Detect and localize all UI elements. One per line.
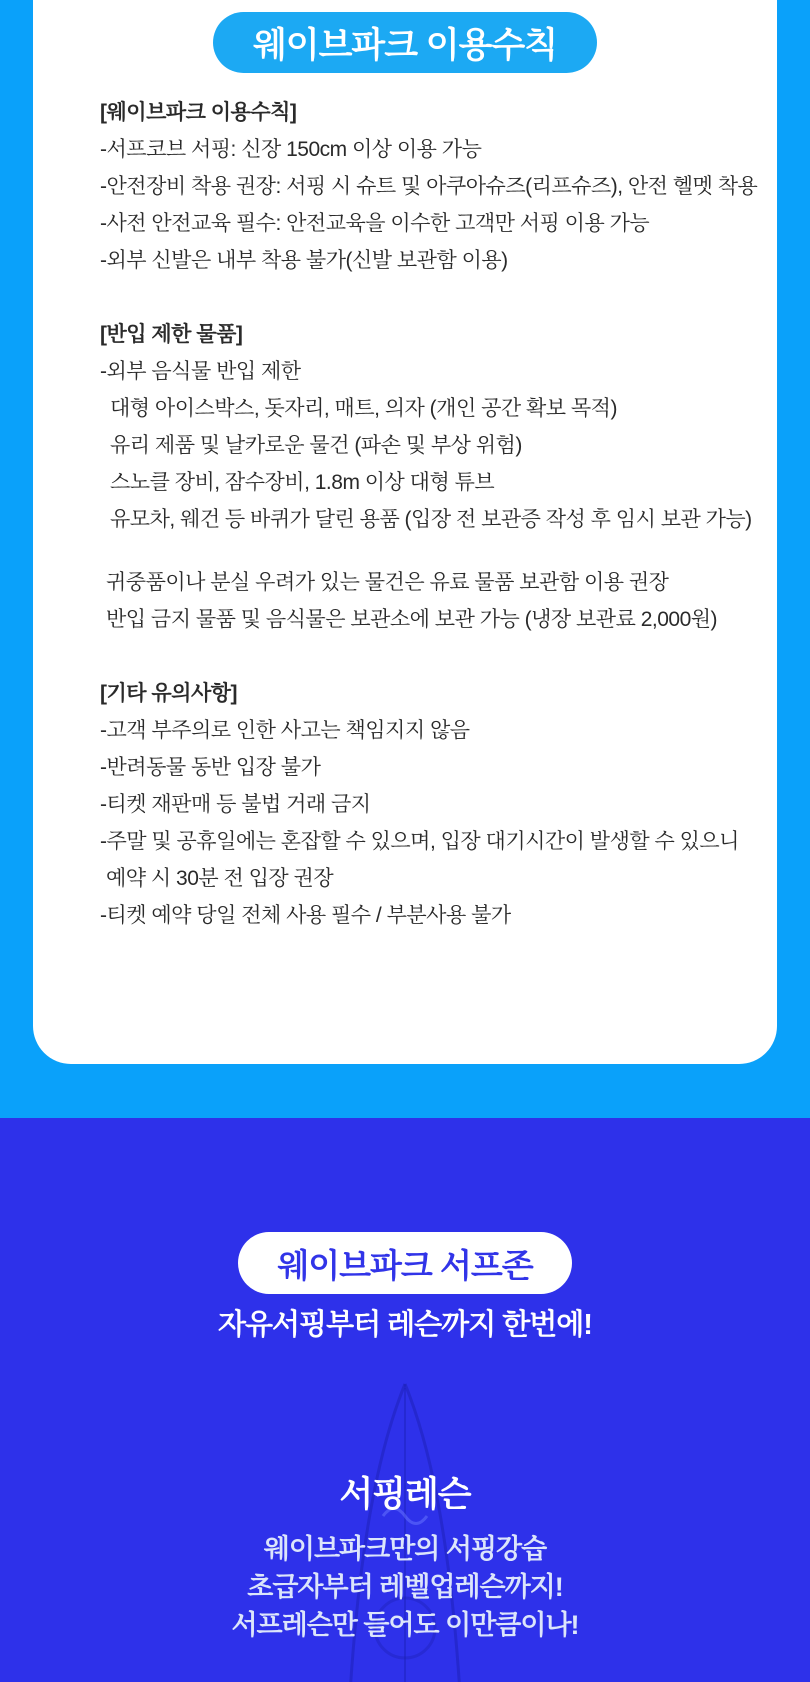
rule-line: 귀중품이나 분실 우려가 있는 물건은 유료 물품 보관함 이용 권장 xyxy=(106,571,669,594)
surfzone-section xyxy=(0,1118,810,1682)
rule-section-heading: [기타 유의사항] xyxy=(100,682,238,705)
rule-line: -서프코브 서핑: 신장 150cm 이상 이용 가능 xyxy=(100,138,482,161)
surfzone-badge xyxy=(238,1232,572,1294)
rule-section-heading: [반입 제한 물품] xyxy=(100,323,243,346)
rule-line: 유리 제품 및 날카로운 물건 (파손 및 부상 위험) xyxy=(110,434,522,457)
rule-line: -티켓 예약 당일 전체 사용 필수 / 부분사용 불가 xyxy=(100,904,511,927)
rule-section-usage xyxy=(100,94,758,279)
rule-line: 대형 아이스박스, 돗자리, 매트, 의자 (개인 공간 확보 목적) xyxy=(110,397,617,420)
rule-line: 스노클 장비, 잠수장비, 1.8m 이상 대형 튜브 xyxy=(110,471,495,494)
surfzone-content xyxy=(0,1118,810,1644)
rule-line: -고객 부주의로 인한 사고는 책임지지 않음 xyxy=(100,719,470,742)
rules-badge-label: 웨이브파크 이용수칙 xyxy=(252,25,557,65)
surfzone-badge-label: 웨이브파크 서프존 xyxy=(277,1246,533,1284)
lesson-line: 서프레슨만 들어도 이만큼이나! xyxy=(231,1610,579,1640)
rule-line: -사전 안전교육 필수: 안전교육을 이수한 고객만 서핑 이용 가능 xyxy=(100,212,650,235)
rules-card xyxy=(33,0,777,1064)
rule-line: -반려동물 동반 입장 불가 xyxy=(100,756,321,779)
lesson-line: 웨이브파크만의 서핑강습 xyxy=(263,1534,547,1564)
rule-section-prohibited-items xyxy=(100,316,752,638)
rule-section-heading: [웨이브파크 이용수칙] xyxy=(100,101,297,124)
rule-section-other-notes xyxy=(100,675,737,934)
rule-line: -안전장비 착용 권장: 서핑 시 슈트 및 아쿠아슈즈(리프슈즈), 안전 헬멧 착용 xyxy=(100,175,758,198)
rule-line: 예약 시 30분 전 입장 권장 xyxy=(106,867,334,890)
rule-line: -주말 및 공휴일에는 혼잡할 수 있으며, 입장 대기시간이 발생할 수 있으니 xyxy=(100,830,739,853)
rules-badge xyxy=(213,12,597,73)
rule-line: -외부 신발은 내부 착용 불가(신발 보관함 이용) xyxy=(100,249,508,272)
rule-line: 유모차, 웨건 등 바퀴가 달린 용품 (입장 전 보관증 작성 후 임시 보관 가능) xyxy=(110,508,752,531)
rule-line: -외부 음식물 반입 제한 xyxy=(100,360,301,383)
rule-line: -티켓 재판매 등 불법 거래 금지 xyxy=(100,793,371,816)
lesson-description xyxy=(231,1530,578,1644)
rules-body xyxy=(33,0,777,934)
rule-line: 반입 금지 물품 및 음식물은 보관소에 보관 가능 (냉장 보관료 2,000원) xyxy=(106,608,718,631)
lesson-line: 초급자부터 레벨업레슨까지! xyxy=(247,1572,563,1602)
lesson-heading: 서핑레슨 xyxy=(339,1475,471,1514)
surfzone-subtitle: 자유서핑부터 레슨까지 한번에! xyxy=(218,1309,592,1341)
